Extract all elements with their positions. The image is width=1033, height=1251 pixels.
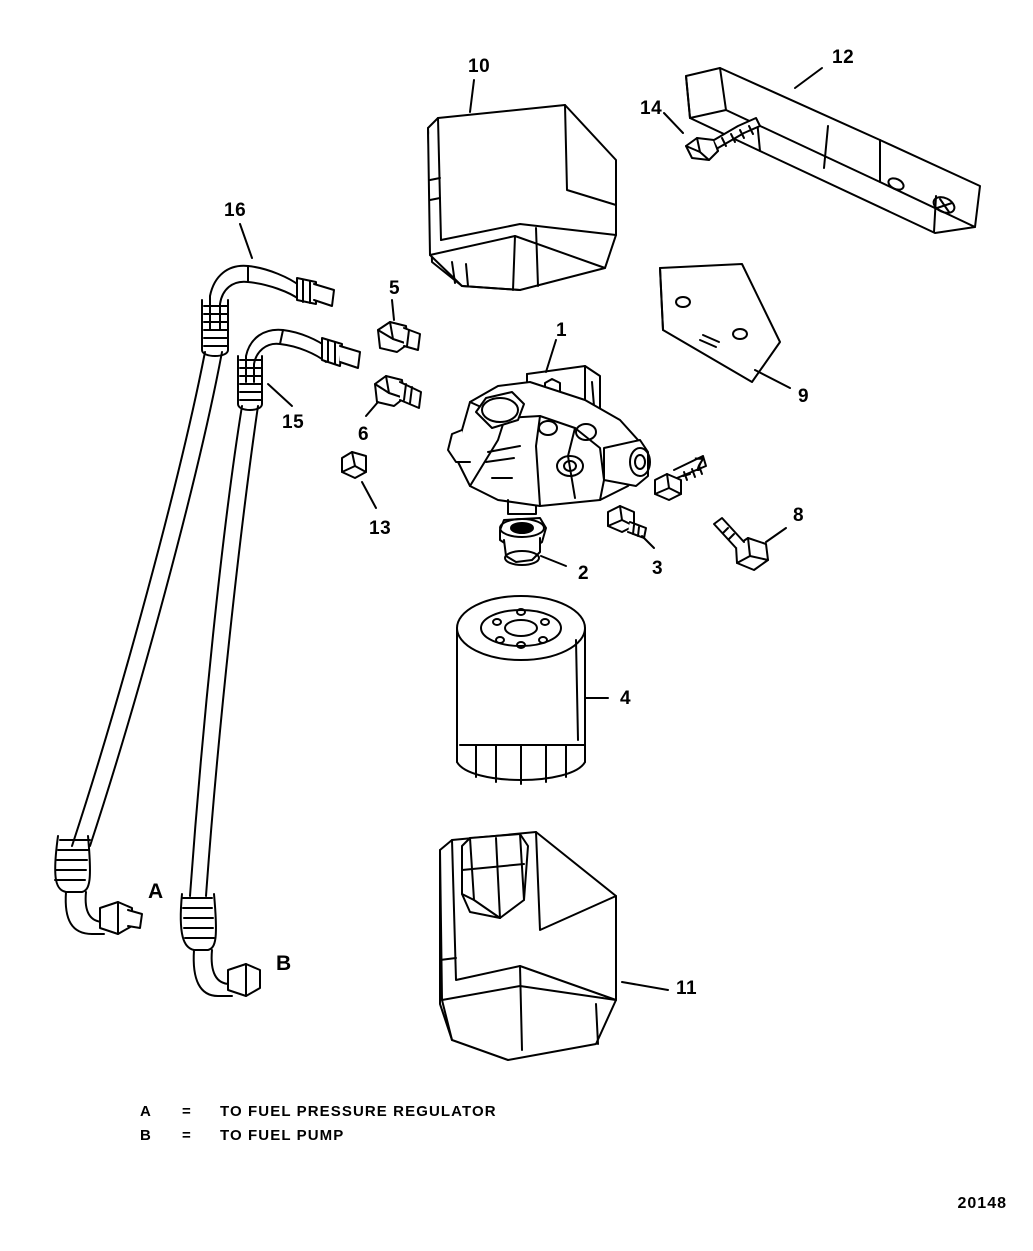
callout-13: 13 xyxy=(369,518,392,539)
callout-11: 11 xyxy=(676,978,698,999)
legend xyxy=(140,1100,497,1148)
legend-eq-a: = xyxy=(182,1103,192,1120)
marker-b: B xyxy=(276,952,292,975)
callout-2: 2 xyxy=(578,563,590,584)
legend-row-a xyxy=(140,1100,497,1124)
callout-4: 4 xyxy=(620,688,632,709)
callout-16: 16 xyxy=(224,200,247,221)
callout-1: 1 xyxy=(556,320,568,341)
part-15-fuel-line xyxy=(181,330,360,996)
leader-16 xyxy=(240,224,252,258)
part-8-bolt xyxy=(714,518,768,570)
figure-number: 20148 xyxy=(957,1195,1007,1212)
callout-15: 15 xyxy=(282,412,305,433)
part-4-filter-canister xyxy=(457,596,585,784)
callout-14: 14 xyxy=(640,98,663,119)
callout-12: 12 xyxy=(832,47,855,68)
legend-key-b: B xyxy=(140,1127,152,1144)
leader-6 xyxy=(366,402,378,416)
part-10-cover xyxy=(428,105,616,290)
callout-6: 6 xyxy=(358,424,370,445)
leader-2 xyxy=(541,556,566,566)
callout-8: 8 xyxy=(793,505,805,526)
part-2-nipple xyxy=(500,518,546,565)
legend-text-a: TO FUEL PRESSURE REGULATOR xyxy=(220,1103,497,1120)
callout-7: 7 xyxy=(694,455,706,476)
leader-14 xyxy=(664,113,683,133)
part-11-shield xyxy=(440,832,616,1060)
leader-13 xyxy=(362,482,376,508)
leader-12 xyxy=(795,68,822,88)
leader-1 xyxy=(546,340,556,372)
part-9-plate xyxy=(660,264,780,382)
leader-15 xyxy=(268,384,292,406)
leader-8 xyxy=(766,528,786,542)
legend-key-a: A xyxy=(140,1103,152,1120)
callout-10: 10 xyxy=(468,56,491,77)
callout-5: 5 xyxy=(389,278,401,299)
leader-10 xyxy=(470,80,474,112)
legend-row-b xyxy=(140,1124,497,1148)
part-1-filter-base xyxy=(448,366,650,514)
leader-11 xyxy=(622,982,668,990)
legend-text-b: TO FUEL PUMP xyxy=(220,1127,345,1144)
marker-a: A xyxy=(148,880,164,903)
part-12-bracket xyxy=(686,68,980,233)
part-5-fitting xyxy=(378,322,420,352)
leader-9 xyxy=(755,370,790,388)
part-3-bolt xyxy=(608,506,646,538)
callout-9: 9 xyxy=(798,386,810,407)
part-6-fitting xyxy=(375,376,421,408)
part-13-washer xyxy=(342,452,366,478)
leader-3 xyxy=(642,536,654,548)
callout-3: 3 xyxy=(652,558,664,579)
leader-5 xyxy=(392,300,394,320)
legend-eq-b: = xyxy=(182,1127,192,1144)
